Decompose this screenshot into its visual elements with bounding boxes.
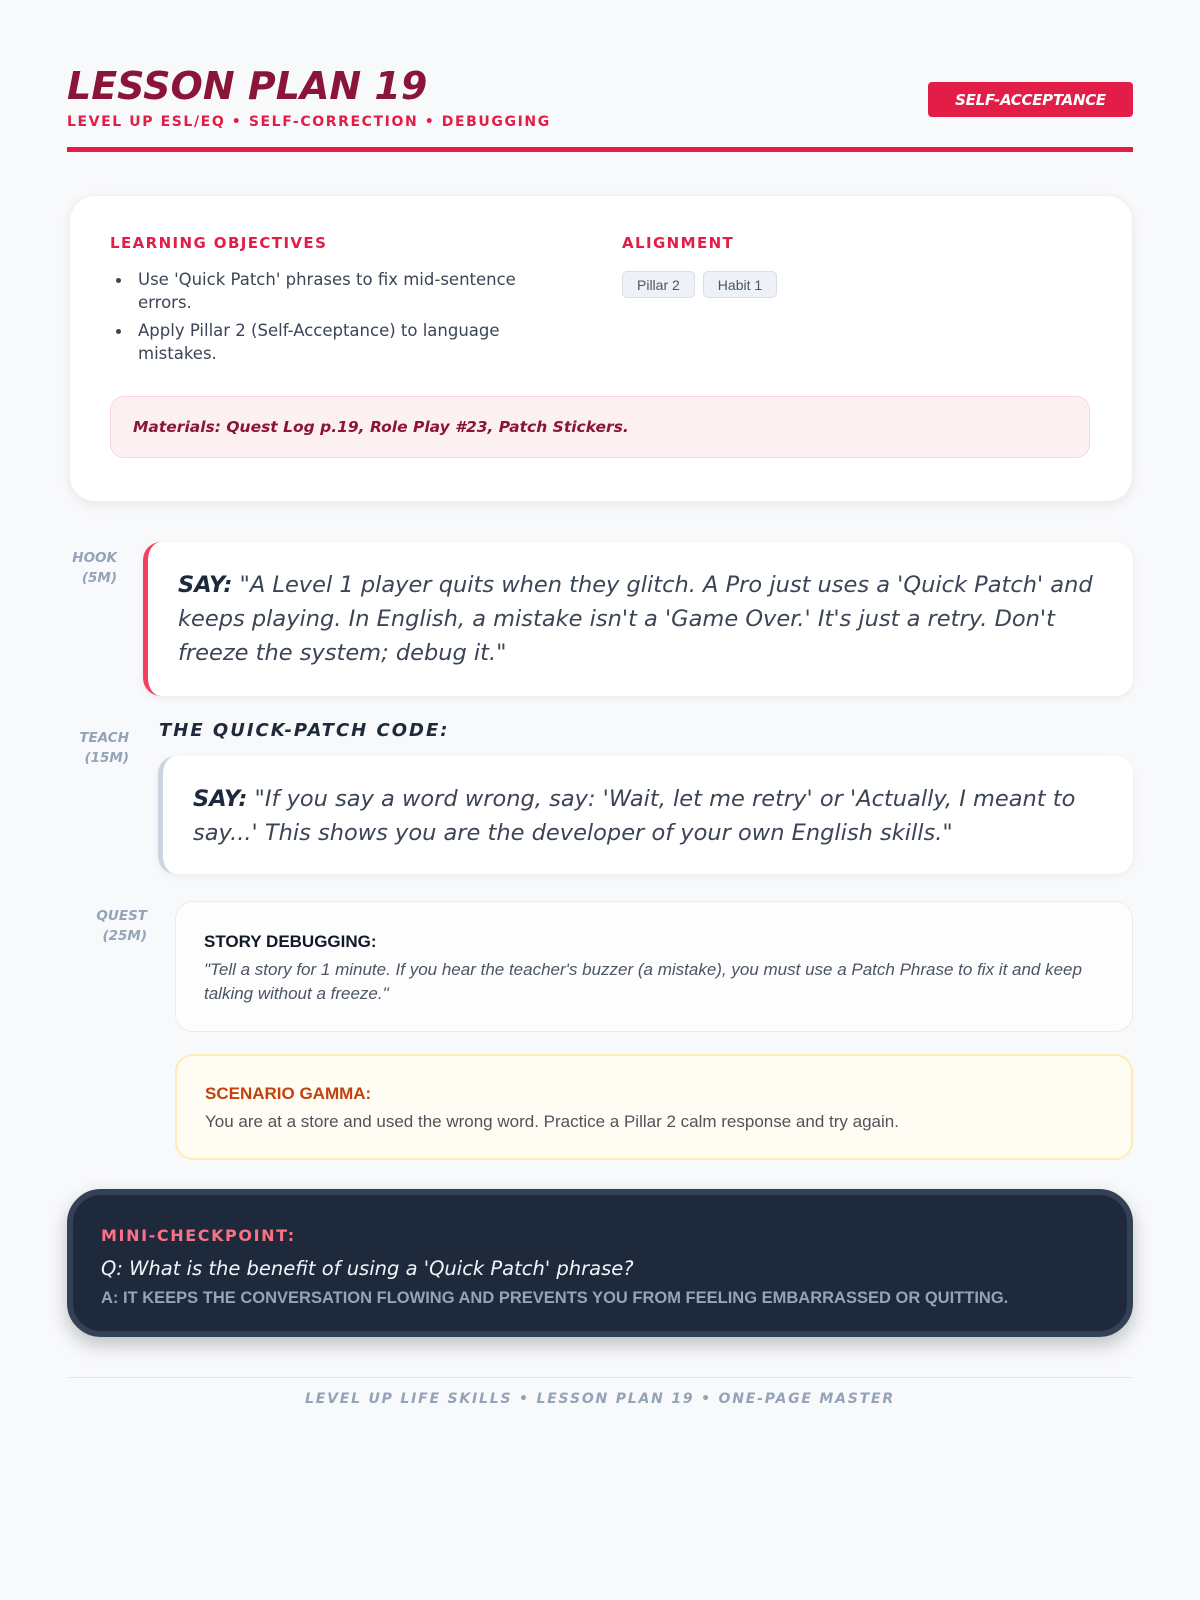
alignment-tags — [622, 271, 777, 298]
objectives-heading: LEARNING OBJECTIVES — [110, 234, 328, 252]
quest-time-label — [73, 906, 147, 946]
page-footer: LEVEL UP LIFE SKILLS • LESSON PLAN 19 • ONE-PAGE MASTER — [305, 1391, 895, 1407]
hook-script-text: "A Level 1 player quits when they glitch. A Pro just uses a 'Quick Patch' and keeps playing. In English, a mistake isn't a 'Game Over.' It's just a retry. Don't freeze the system; debug it." — [178, 572, 1093, 666]
teach-time-label — [57, 728, 129, 768]
hook-time-label — [47, 548, 117, 588]
scenario-card — [175, 1054, 1133, 1160]
checkpoint-answer: A: IT KEEPS THE CONVERSATION FLOWING AND PREVENTS YOU FROM FEELING EMBARRASSED OR QUITTING. — [101, 1289, 1009, 1307]
objectives-list — [110, 268, 560, 370]
objective-item: Apply Pillar 2 (Self-Acceptance) to language mistakes. — [110, 319, 560, 365]
checkpoint-question: Q: What is the benefit of using a 'Quick Patch' phrase? — [101, 1257, 634, 1280]
hook-script — [178, 568, 1103, 670]
lesson-page — [67, 0, 1133, 1407]
hook-duration: (5M) — [81, 570, 117, 586]
teach-script-text: "If you say a word wrong, say: 'Wait, let me retry' or 'Actually, I meant to say...' This shows you are the developer of your own English skills." — [193, 786, 1076, 846]
hook-card — [143, 542, 1133, 696]
story-debugging-card — [175, 901, 1133, 1032]
quest-label: QUEST — [96, 908, 147, 924]
scenario-text: You are at a store and used the wrong word. Practice a Pillar 2 calm response and try again. — [205, 1112, 899, 1131]
mini-checkpoint — [67, 1189, 1133, 1337]
alignment-tag: Pillar 2 — [622, 271, 695, 298]
story-heading: STORY DEBUGGING: — [204, 932, 377, 951]
topic-badge: SELF-ACCEPTANCE — [928, 82, 1133, 117]
quest-duration: (25M) — [102, 928, 147, 944]
checkpoint-heading: MINI-CHECKPOINT: — [101, 1226, 296, 1245]
scenario-heading: SCENARIO GAMMA: — [205, 1084, 372, 1103]
footer-divider — [67, 1377, 1133, 1378]
materials-note: Materials: Quest Log p.19, Role Play #23, Patch Stickers. — [110, 396, 1090, 458]
objective-item: Use 'Quick Patch' phrases to fix mid-sentence errors. — [110, 268, 560, 314]
page-header — [67, 0, 1133, 152]
page-title: LESSON PLAN 19 — [67, 64, 428, 108]
teach-title: THE QUICK-PATCH CODE: — [159, 720, 450, 741]
alignment-heading: ALIGNMENT — [622, 234, 735, 252]
say-label: SAY: — [178, 572, 233, 598]
objectives-card — [69, 195, 1133, 502]
story-text: "Tell a story for 1 minute. If you hear the teacher's buzzer (a mistake), you must use a Patch Phrase to fix it and keep talking without a freeze." — [204, 960, 1082, 1003]
hook-label: HOOK — [72, 550, 117, 566]
teach-duration: (15M) — [84, 750, 129, 766]
say-label: SAY: — [193, 786, 248, 812]
alignment-tag: Habit 1 — [703, 271, 777, 298]
teach-label: TEACH — [79, 730, 129, 746]
page-subtitle: LEVEL UP ESL/EQ • SELF-CORRECTION • DEBUGGING — [67, 114, 551, 130]
teach-card — [158, 756, 1133, 874]
teach-script — [193, 782, 1103, 850]
